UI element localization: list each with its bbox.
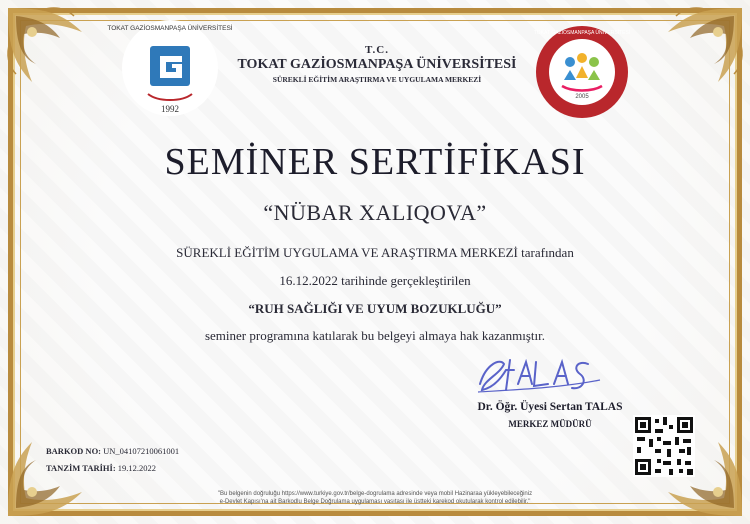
- signatory-title: MERKEZ MÜDÜRÜ: [508, 419, 592, 429]
- verification-footer: [160, 490, 590, 506]
- award-statement: seminer programına katılarak bu belgeyi almaya hak kazanmıştır.: [204, 328, 546, 343]
- date-line: 16.12.2022 tarihinde gerçekleştirilen: [279, 273, 471, 288]
- institution-header: [232, 44, 522, 84]
- barcode-label: BARKOD NO:: [46, 446, 102, 456]
- footer-line-2: e-Devlet Kapısı'na ait Barkodlu Belge Doğrulama uygulaması vasıtası ile üstteki karekod okutularak kontrol edilebilir.": [219, 499, 531, 505]
- svg-text:2005: 2005: [575, 94, 589, 100]
- seminar-topic: “RUH SAĞLIĞI VE UYUM BOZUKLUĞU”: [248, 301, 502, 316]
- university-seal-logo: [107, 16, 233, 120]
- svg-text:TOKAT GAZİOSMANPAŞA ÜNİVERSİTE: TOKAT GAZİOSMANPAŞA ÜNİVERSİTESİ: [107, 25, 233, 32]
- center-logo: [534, 24, 630, 120]
- issue-date-value: 19.12.2022: [117, 463, 157, 473]
- recipient-name: “NÜBAR XALIQOVA”: [263, 200, 487, 225]
- certificate-title: SEMİNER SERTİFİKASI: [164, 141, 586, 183]
- country-label: T.C.: [365, 44, 389, 56]
- barcode-row: [46, 446, 179, 456]
- barcode-value: UN_04107210061001: [103, 446, 180, 456]
- svg-text:TOKAT GAZİOSMANPAŞA ÜNİVERSİTE: TOKAT GAZİOSMANPAŞA ÜNİVERSİTESİ: [533, 30, 631, 36]
- department-name: SÜREKLİ EĞİTİM ARAŞTIRMA VE UYGULAMA MERKEZİ: [272, 75, 482, 84]
- signature-image: [470, 350, 610, 396]
- corner-ornament-top-right: [652, 2, 748, 98]
- organizer-line: SÜREKLİ EĞİTİM UYGULAMA VE ARAŞTIRMA MERKEZİ tarafından: [176, 245, 574, 260]
- issue-date-label: TANZİM TARİHİ:: [46, 463, 116, 473]
- qr-code-icon[interactable]: [633, 415, 695, 477]
- corner-ornament-bottom-left: [2, 426, 98, 522]
- issue-date-row: [46, 463, 156, 473]
- svg-text:1992: 1992: [161, 104, 179, 114]
- signatory-name: Dr. Öğr. Üyesi Sertan TALAS: [477, 401, 623, 413]
- corner-ornament-top-left: [2, 2, 98, 98]
- footer-line-1: "Bu belgenin doğruluğu https://www.turkiye.gov.tr/belge-dogrulama adresinde veya mobil Hazinaraa yükleyebileceğiniz: [217, 491, 533, 497]
- university-name: TOKAT GAZİOSMANPAŞA ÜNİVERSİTESİ: [237, 57, 517, 72]
